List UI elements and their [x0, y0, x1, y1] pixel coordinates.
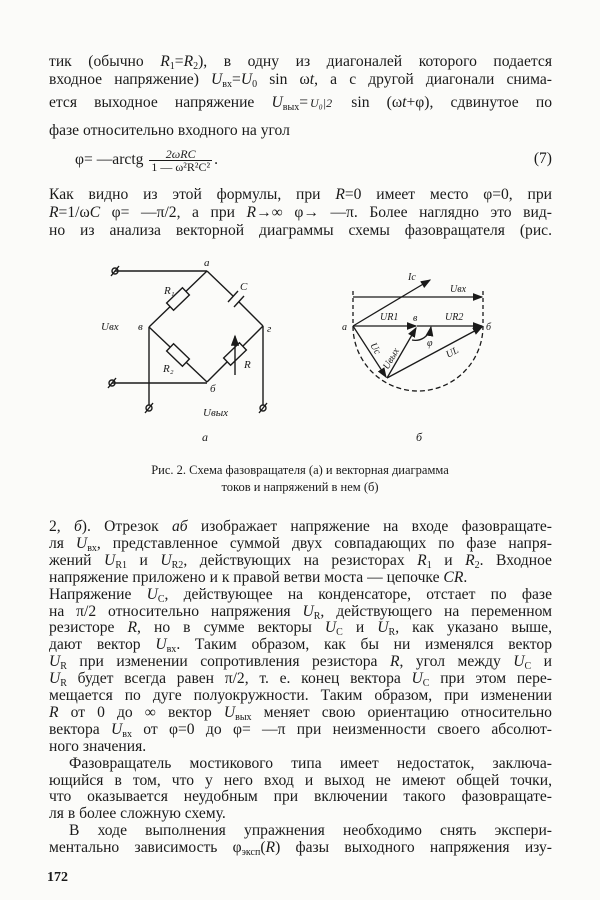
subscript: вых [235, 711, 252, 723]
subscript: 2 [474, 559, 480, 571]
subscript: C [422, 678, 430, 690]
text-line: Как видно из этой формулы, при R=0 имеет место φ=0, при [49, 186, 552, 203]
text-line: 2, б). Отрезок аб изображает напряжение на входе фазовращате- [49, 518, 553, 535]
label-a-vector: a [342, 322, 347, 333]
math-symbol: б [73, 518, 82, 535]
math-symbol: U [146, 585, 158, 603]
text-line: Напряжение $U_C$, действующее на конденсаторе, отстает по фазе [49, 585, 552, 605]
label-a: a [204, 257, 210, 269]
subscript: C [524, 661, 532, 673]
label-b: б [210, 383, 216, 395]
text-line: ется выходное напряжение $U_{вых}= U_0|2$ sin (ωt+φ), сдвинутое по [49, 94, 552, 113]
subscript: R1 [115, 559, 127, 571]
text-line: на π/2 относительно напряжения $U_R$, действующего на переменном [49, 602, 552, 622]
equation-denominator: 1 — ω²R²C² [151, 160, 211, 174]
math-symbol: R [49, 703, 59, 721]
subscript: 1 [426, 559, 432, 571]
equation-lhs: φ= —arctg [75, 151, 144, 169]
subscript: R2 [171, 559, 184, 571]
math-symbol: U [211, 71, 223, 88]
label-b-vector: б [486, 322, 492, 333]
math-symbol: R [417, 551, 427, 569]
subscript: 2 [193, 61, 199, 72]
text-line: но из анализа векторной диаграммы схемы фазовращателя (рис. [49, 222, 552, 239]
label-phi: φ [427, 338, 433, 349]
math-symbol: U [411, 670, 423, 688]
math-symbol: U [223, 703, 236, 721]
subscript: эксп [241, 847, 261, 859]
label-g: г [267, 323, 272, 335]
math-symbol: U [324, 619, 337, 637]
math-symbol: C [89, 204, 101, 221]
math-symbol: U [377, 619, 389, 637]
vector-diagram [353, 280, 483, 391]
text-line: В ходе выполнения упражнения необходимо снять экспери- [69, 822, 552, 840]
text-line: мещается по дуге полуокружности. Таким образом, при изменении [49, 687, 552, 704]
label-ic: Iс [408, 272, 416, 283]
subscript: C [157, 593, 165, 605]
subscript: вх [222, 79, 233, 90]
inline-fraction: U₀|2 [310, 96, 333, 110]
subscript: вых [282, 102, 300, 113]
label-ur1: UR1 [380, 312, 399, 323]
label-r: R [244, 359, 251, 371]
math-symbol: аб [171, 518, 188, 535]
subscript: вх [87, 542, 97, 554]
math-symbol: R [246, 204, 257, 221]
subfigure-b-caption: б [416, 430, 423, 444]
text-line: фазе относительно входного на угол [49, 122, 290, 139]
subscript: R [60, 678, 67, 690]
math-symbol: U [75, 534, 88, 552]
label-u-out: Uвых [203, 407, 229, 419]
math-symbol: U [240, 71, 253, 88]
equation-7 [75, 148, 218, 173]
math-symbol: U [155, 636, 167, 654]
figure-caption-line-1: Рис. 2. Схема фазовращателя (а) и векторная диаграмма [151, 463, 449, 477]
subscript: 0 [252, 79, 258, 90]
label-u-out-vector: Uвых [381, 346, 402, 372]
math-symbol: U [49, 653, 61, 671]
math-symbol: R [49, 204, 59, 221]
math-symbol: R [335, 186, 345, 203]
label-r2: R₂ [163, 363, 174, 375]
math-symbol: R [265, 839, 276, 857]
label-ur2: UR2 [445, 312, 464, 323]
text-line: ющийся в том, что у него вход и выход не имеют общей точки, [49, 771, 552, 789]
text-line: вектора $U_{вх}$ от φ=0 до φ= —π при неизменности своего абсолют- [49, 720, 552, 740]
text-line: ментально зависимость $\varphi_{эксп}(R)$ фазы выходного напряжения изу- [49, 839, 552, 859]
math-symbol: R [127, 619, 138, 637]
label-uc: Uc [367, 341, 383, 357]
text-line: что оказывается неудобным при включении такого фазовращате- [49, 788, 552, 806]
text-line: резисторе R, но в сумме векторы $U_C$ и $U_R$, как указано выше, [49, 619, 552, 639]
text-line: ля в более сложную схему. [49, 805, 226, 823]
math-symbol: U [271, 94, 283, 111]
label-v-vector: в [413, 313, 418, 324]
text-line: $U_R$ при изменении сопротивления резистора R, угол между $U_C$ и [49, 653, 552, 673]
text-line: жений $U_{R1}$ и $U_{R2}$, действующих на резисторах $R_1$ и $R_2$. Входное [49, 551, 552, 571]
label-v: в [138, 321, 143, 333]
subscript: R [313, 610, 321, 622]
math-symbol: U [160, 551, 172, 569]
equation-fraction [149, 148, 212, 173]
math-symbol: U [49, 670, 61, 688]
label-r1: R₁ [164, 285, 175, 297]
math-symbol: R [465, 551, 475, 569]
text-line: R от 0 до ∞ вектор $U_{вых}$ меняет свою ориентацию относительно [49, 703, 552, 723]
text-line: ля $U_{вх}$, представленное суммой двух совпадающих по фазе напря- [49, 534, 552, 554]
text-line: напряжение приложено и к правой ветви моста — цепочке CR. [49, 568, 468, 586]
equation-numerator: 2ωRC [149, 148, 212, 161]
page-number: 172 [47, 870, 68, 885]
figure-2 [0, 250, 600, 450]
label-u-in: Uвх [101, 321, 119, 333]
figure-caption-line-2: токов и напряжений в нем (б) [221, 480, 379, 494]
subfigure-a-caption: а [202, 430, 208, 444]
math-symbol: t [402, 94, 407, 111]
text-line: тик (обычно $R_1=R_2$), в одну из диагоналей которого подается [49, 53, 552, 72]
subscript: вх [122, 728, 132, 740]
text-line: ного значения. [49, 737, 147, 755]
text-line: входное напряжение) $U_{вх}=U_0$ sin ωt, а с другой диагонали снима- [49, 71, 552, 90]
label-c: C [240, 281, 248, 293]
subscript: R [60, 661, 67, 673]
math-symbol: R [160, 53, 170, 70]
math-symbol: U [111, 720, 123, 738]
text-line: R=1/ωC φ= —π/2, а при R→∞ φ→ —π. Более наглядно это вид- [49, 204, 552, 221]
text-line: Фазовращатель мостикового типа имеет недостаток, заключа- [69, 754, 552, 772]
equation-tail: . [214, 151, 218, 169]
label-u-in-vector: Uвх [450, 284, 467, 295]
math-symbol: U [513, 653, 525, 671]
math-symbol: U [302, 602, 314, 620]
equation-number: (7) [533, 150, 552, 167]
subscript: C [336, 627, 343, 639]
text-line: $U_R$ будет всегда равен π/2, т. е. конец вектора $U_C$ при этом пере- [49, 670, 552, 690]
math-symbol: R [183, 53, 194, 70]
label-ul: UL [444, 344, 461, 361]
math-symbol: U [104, 551, 116, 569]
subscript: R [388, 627, 396, 639]
math-symbol: t [309, 71, 315, 88]
subscript: 1 [169, 61, 175, 72]
subscript: вх [166, 644, 177, 656]
math-symbol: CR [443, 568, 464, 586]
math-symbol: R [389, 653, 400, 671]
text-line: дают вектор $U_{вх}$. Таким образом, как бы ни изменялся вектор [49, 636, 552, 656]
